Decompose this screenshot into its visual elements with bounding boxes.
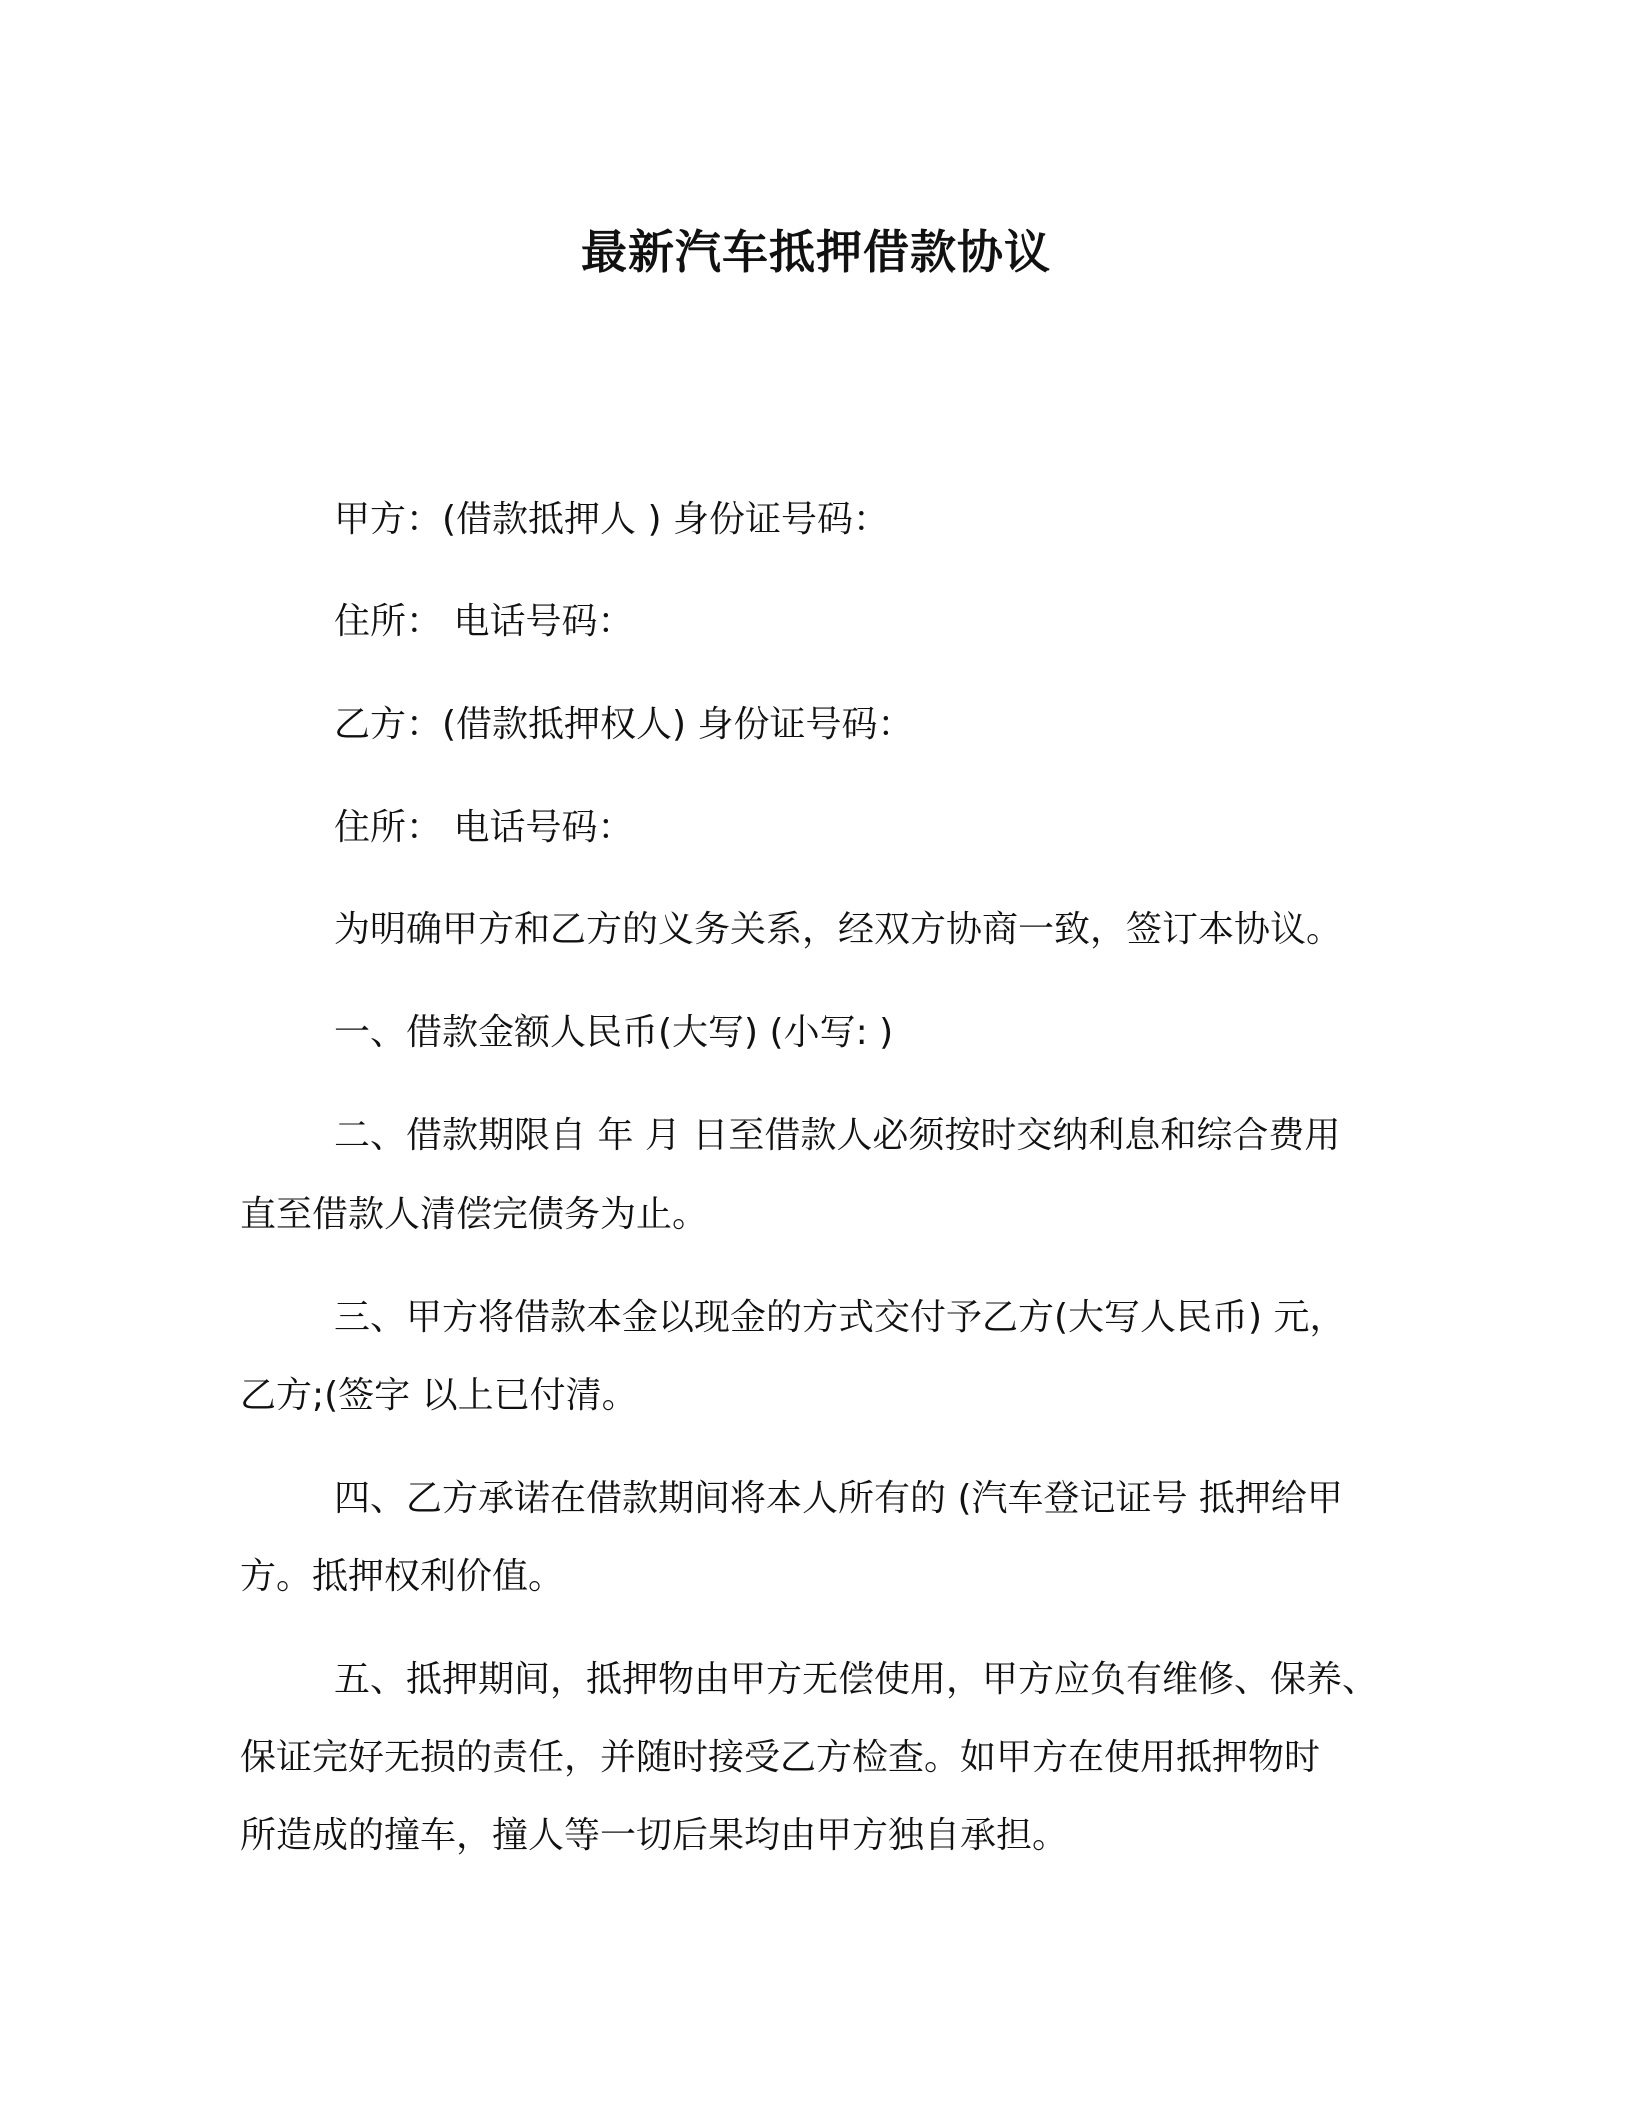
clause-4-line-1: 四、乙方承诺在借款期间将本人所有的 (汽车登记证号 抵押给甲: [334, 1478, 1343, 1519]
party-a-address-line: 住所： 电话号码：: [334, 601, 634, 642]
party-b-address-line: 住所： 电话号码：: [334, 807, 634, 848]
party-a-id-line: 甲方：(借款抵押人 ) 身份证号码：: [334, 499, 889, 540]
clause-2-line-1: 二、借款期限自 年 月 日至借款人必须按时交纳利息和综合费用: [334, 1115, 1341, 1156]
clause-3-line-1: 三、甲方将借款本金以现金的方式交付予乙方(大写人民币) 元，: [334, 1297, 1346, 1338]
document-title: 最新汽车抵押借款协议: [581, 225, 1051, 279]
preamble-paragraph: 为明确甲方和乙方的义务关系，经双方协商一致，签订本协议。: [334, 909, 1343, 950]
party-b-id-line: 乙方：(借款抵押权人) 身份证号码：: [334, 704, 914, 745]
clause-2-line-2: 直至借款人清偿完债务为止。: [240, 1194, 709, 1235]
clause-5-line-2: 保证完好无损的责任，并随时接受乙方检查。如甲方在使用抵押物时: [240, 1737, 1321, 1778]
clause-1-line-1: 一、借款金额人民币(大写) (小写: ): [334, 1012, 894, 1053]
clause-4-line-2: 方。抵押权利价值。: [240, 1556, 565, 1597]
clause-5-line-3: 所造成的撞车，撞人等一切后果均由甲方独自承担。: [240, 1815, 1069, 1856]
clause-5-line-1: 五、抵押期间，抵押物由甲方无偿使用，甲方应负有维修、保养、: [334, 1659, 1379, 1700]
clause-3-line-2: 乙方;(签字 以上已付清。: [240, 1375, 638, 1416]
